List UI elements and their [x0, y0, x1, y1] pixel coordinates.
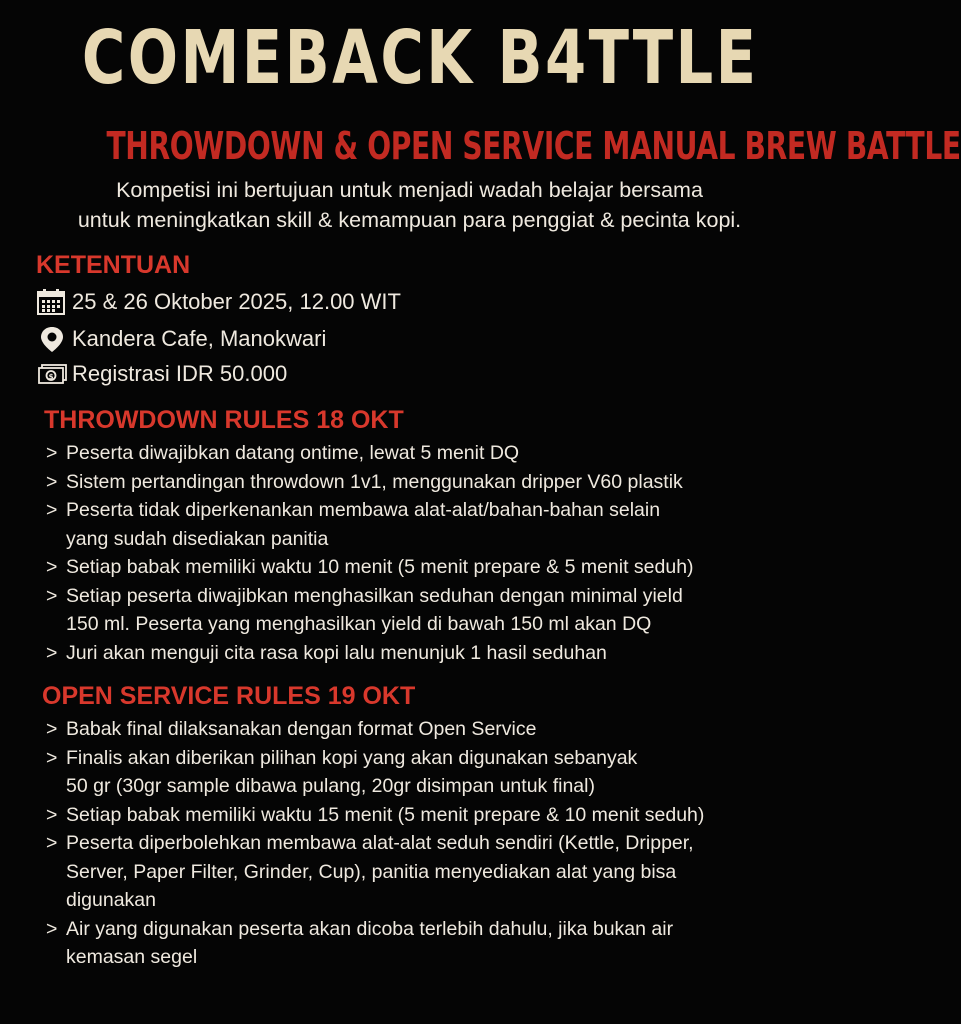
event-location: Kandera Cafe, Manokwari	[72, 326, 327, 351]
money-icon	[36, 360, 68, 388]
bullet-marker: >	[46, 718, 58, 740]
bullet-marker: >	[46, 641, 58, 664]
poster-subtitle: THROWDOWN & OPEN SERVICE MANUAL BREW BATTLE	[106, 124, 961, 168]
list-item	[46, 439, 694, 468]
list-item	[46, 829, 704, 915]
event-registration: Registrasi IDR 50.000	[72, 361, 288, 386]
list-item	[46, 744, 704, 801]
list-item	[46, 553, 694, 582]
list-item	[46, 468, 694, 497]
rule-text: Peserta tidak diperkenankan membawa alat-alat/bahan-bahan selain yang sudah disediakan panitia	[66, 499, 661, 550]
rule-text: Juri akan menguji cita rasa kopi lalu menunjuk 1 hasil seduhan	[66, 641, 607, 664]
rule-text: Peserta diperbolehkan membawa alat-alat seduh sendiri (Kettle, Dripper, Server, Paper Filter, Grinder, Cup), panitia menyediakan alat yang bisa digunakan	[66, 832, 694, 911]
rule-text: Setiap peserta diwajibkan menghasilkan seduhan dengan minimal yield 150 ml. Peserta yang menghasilkan yield di bawah 150 ml akan DQ	[66, 584, 683, 635]
intro-line: untuk meningkatkan skill & kemampuan para penggiat & pecinta kopi.	[77, 208, 742, 232]
event-location-row	[36, 325, 326, 353]
rule-text: Sistem pertandingan throwdown 1v1, menggunakan dripper V60 plastik	[66, 470, 683, 493]
list-item	[46, 915, 704, 972]
rule-text: Finalis akan diberikan pilihan kopi yang akan digunakan sebanyak 50 gr (30gr sample dibawa pulang, 20gr disimpan untuk final)	[66, 746, 638, 797]
rule-text: Setiap babak memiliki waktu 15 menit (5 menit prepare & 10 menit seduh)	[66, 803, 705, 826]
bullet-marker: >	[46, 442, 58, 464]
intro-text	[0, 175, 819, 235]
bullet-marker: >	[46, 803, 58, 826]
rule-text: Peserta diwajibkan datang ontime, lewat 5 menit DQ	[66, 442, 520, 464]
rule-text: Air yang digunakan peserta akan dicoba terlebih dahulu, jika bukan air kemasan segel	[66, 917, 674, 968]
ketentuan-heading: KETENTUAN	[36, 251, 191, 279]
event-date: 25 & 26 Oktober 2025, 12.00 WIT	[72, 289, 401, 314]
throwdown-rules-list	[46, 439, 694, 667]
poster-title: COMEBACK B4TTLE	[81, 15, 759, 101]
open-service-heading: OPEN SERVICE RULES 19 OKT	[42, 682, 416, 710]
svg-text:$: $	[48, 373, 54, 381]
list-item	[46, 801, 704, 830]
bullet-marker: >	[46, 917, 58, 940]
event-date-row	[36, 288, 401, 316]
intro-line: Kompetisi ini bertujuan untuk menjadi wadah belajar bersama	[116, 178, 703, 202]
list-item	[46, 715, 704, 744]
throwdown-heading: THROWDOWN RULES 18 OKT	[44, 406, 404, 434]
bullet-marker: >	[46, 584, 58, 607]
bullet-marker: >	[46, 556, 58, 578]
rule-text: Setiap babak memiliki waktu 10 menit (5 menit prepare & 5 menit seduh)	[66, 556, 694, 578]
bullet-marker: >	[46, 832, 58, 854]
event-registration-row	[36, 360, 287, 388]
bullet-marker: >	[46, 499, 58, 521]
list-item	[46, 582, 694, 639]
list-item	[46, 639, 694, 668]
list-item	[46, 496, 694, 553]
bullet-marker: >	[46, 746, 58, 769]
rule-text: Babak final dilaksanakan dengan format Open Service	[66, 718, 537, 740]
open-service-rules-list	[46, 715, 704, 972]
bullet-marker: >	[46, 470, 58, 493]
calendar-icon	[36, 288, 68, 316]
location-pin-icon	[36, 325, 68, 353]
